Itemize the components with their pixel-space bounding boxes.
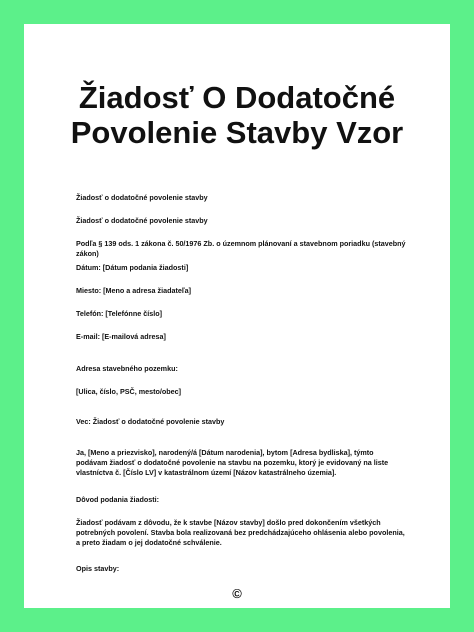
paragraph-place: Miesto: [Meno a adresa žiadateľa] <box>76 286 192 295</box>
paragraph-date: Dátum: [Dátum podania žiadosti] <box>76 263 189 272</box>
paragraph-heading-1: Žiadosť o dodatočné povolenie stavby <box>76 193 208 202</box>
paragraph-reason: Žiadosť podávam z dôvodu, že k stavbe [Názov stavby] došlo pred dokončením všetkých potrebných povolení. Stavba bola realizovaná bez predchádzajúceho ohlásenia alebo povolenia, a preto žiadam o jej dodatočné schválenie. <box>76 518 405 547</box>
paragraph-email: E-mail: [E-mailová adresa] <box>76 332 166 341</box>
paragraph-plot-address-label: Adresa stavebného pozemku: <box>76 364 178 373</box>
document-title <box>24 80 450 150</box>
paragraph-reason-label: Dôvod podania žiadosti: <box>76 495 160 504</box>
paragraph-description-label: Opis stavby: <box>76 564 120 573</box>
title-line-2: Povolenie Stavby Vzor <box>70 115 404 150</box>
document-page <box>24 24 450 608</box>
paragraph-applicant-statement: Ja, [Meno a priezvisko], narodený/á [Dátum narodenia], bytom [Adresa bydliska], týmto podávam žiadosť o dodatočné povolenie na stavbu na pozemku, ktorý je evidovaný na liste vlastníctva č. [Číslo LV] v katastrálnom území [Názov katastrálneho územia]. <box>76 448 389 477</box>
paragraph-plot-address: [Ulica, číslo, PSČ, mesto/obec] <box>76 387 182 396</box>
title-line-1: Žiadosť O Dodatočné <box>78 80 396 115</box>
paragraph-legal-basis: Podľa § 139 ods. 1 zákona č. 50/1976 Zb. o územnom plánovaní a stavebnom poriadku (stavebný zákon) <box>76 239 406 258</box>
paragraph-phone: Telefón: [Telefónne číslo] <box>76 309 162 318</box>
paragraph-subject: Vec: Žiadosť o dodatočné povolenie stavby <box>76 417 225 426</box>
copyright-icon: © <box>232 586 242 601</box>
paragraph-heading-2: Žiadosť o dodatočné povolenie stavby <box>76 216 208 225</box>
